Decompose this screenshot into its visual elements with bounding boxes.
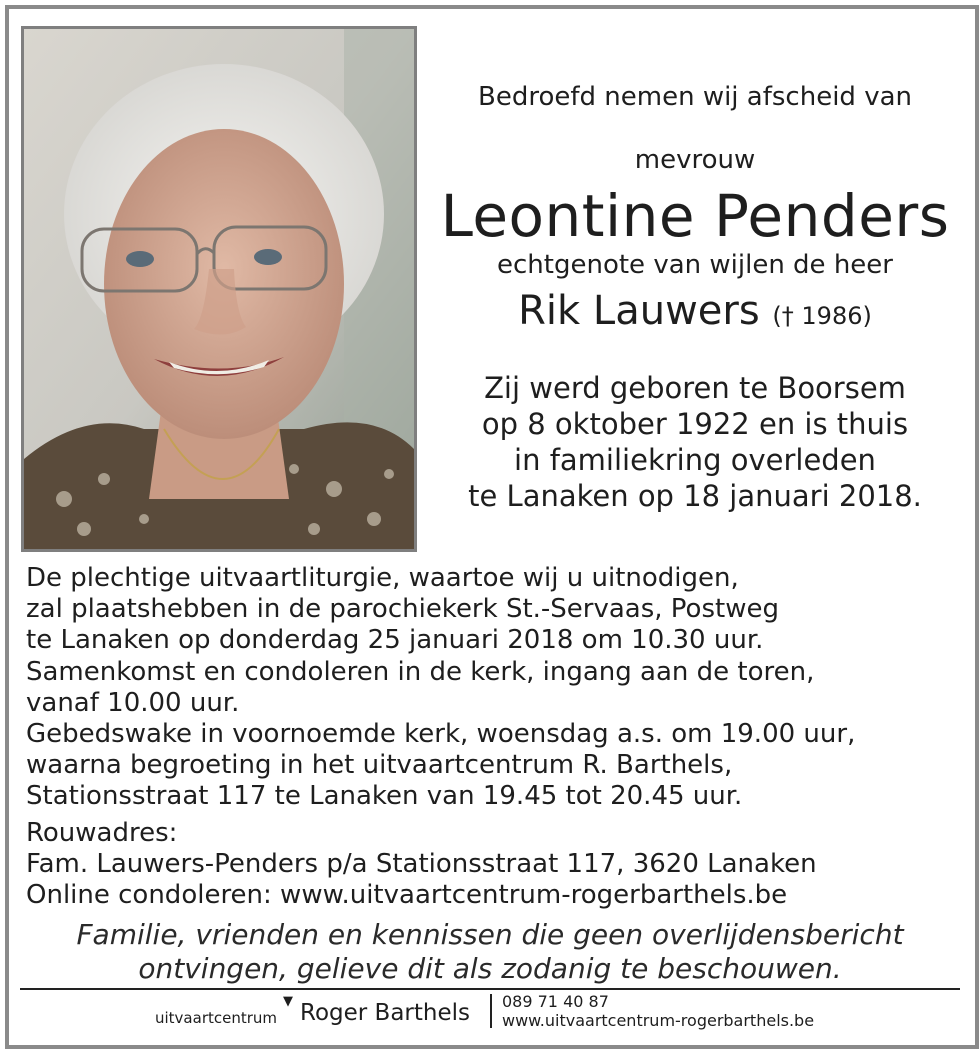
portrait-image: [24, 29, 414, 549]
birth-line: op 8 oktober 1922 en is thuis: [481, 407, 909, 441]
triangle-marker-icon: ▼: [283, 994, 293, 1009]
footer-prefix: uitvaartcentrum: [155, 1009, 278, 1027]
birth-line: in familiekring overleden: [514, 443, 876, 477]
spouse-prefix: echtgenote van wijlen de heer: [497, 250, 893, 280]
footer-phone: 089 71 40 87: [502, 992, 609, 1011]
notice-line: Familie, vrienden en kennissen die geen overlijdensbericht: [76, 918, 904, 951]
ceremony-line: Gebedswake in voornoemde kerk, woensdag a.s. om 19.00 uur,: [26, 719, 856, 750]
family-notice: [20, 918, 960, 986]
ceremony-line: waarna begroeting in het uitvaartcentrum R. Barthels,: [26, 750, 733, 781]
birth-line: Zij werd geboren te Boorsem: [484, 371, 906, 405]
footer-divider: [20, 988, 960, 990]
spouse-line: [430, 288, 960, 334]
spouse-name: Rik Lauwers: [518, 288, 760, 334]
address-block: [26, 818, 956, 912]
ceremony-line: Samenkomst en condoleren in de kerk, ingang aan de toren,: [26, 656, 815, 687]
address-line: Fam. Lauwers-Penders p/a Stationsstraat 117, 3620 Lanaken: [26, 849, 817, 880]
ceremony-details: [26, 563, 956, 813]
ceremony-line: De plechtige uitvaartliturgie, waartoe wij u uitnodigen,: [26, 563, 739, 593]
address-heading: Rouwadres:: [26, 818, 178, 848]
spouse-death-year: († 1986): [772, 302, 872, 330]
birth-line: te Lanaken op 18 januari 2018.: [468, 479, 922, 513]
online-condolence-line: Online condoleren: www.uitvaartcentrum-rogerbarthels.be: [26, 880, 788, 911]
footer-website: www.uitvaartcentrum-rogerbarthels.be: [502, 1011, 815, 1030]
deceased-name: Leontine Penders: [440, 182, 950, 250]
ceremony-line: te Lanaken op donderdag 25 januari 2018 om 10.30 uur.: [26, 625, 764, 656]
title-prefix: mevrouw: [634, 145, 756, 175]
footer: [0, 992, 980, 1032]
funeral-home-brand: Roger Barthels: [300, 1000, 470, 1026]
ceremony-line: Stationsstraat 117 te Lanaken van 19.45 tot 20.45 uur.: [26, 781, 743, 812]
notice-line: ontvingen, gelieve dit als zodanig te beschouwen.: [138, 952, 842, 985]
birth-details: [430, 370, 960, 514]
intro-text: Bedroefd nemen wij afscheid van: [478, 82, 912, 112]
ceremony-line: zal plaatshebben in de parochiekerk St.-Servaas, Postweg: [26, 594, 779, 625]
portrait-photo: [21, 26, 417, 552]
footer-separator: [490, 994, 492, 1028]
ceremony-line: vanaf 10.00 uur.: [26, 687, 240, 718]
